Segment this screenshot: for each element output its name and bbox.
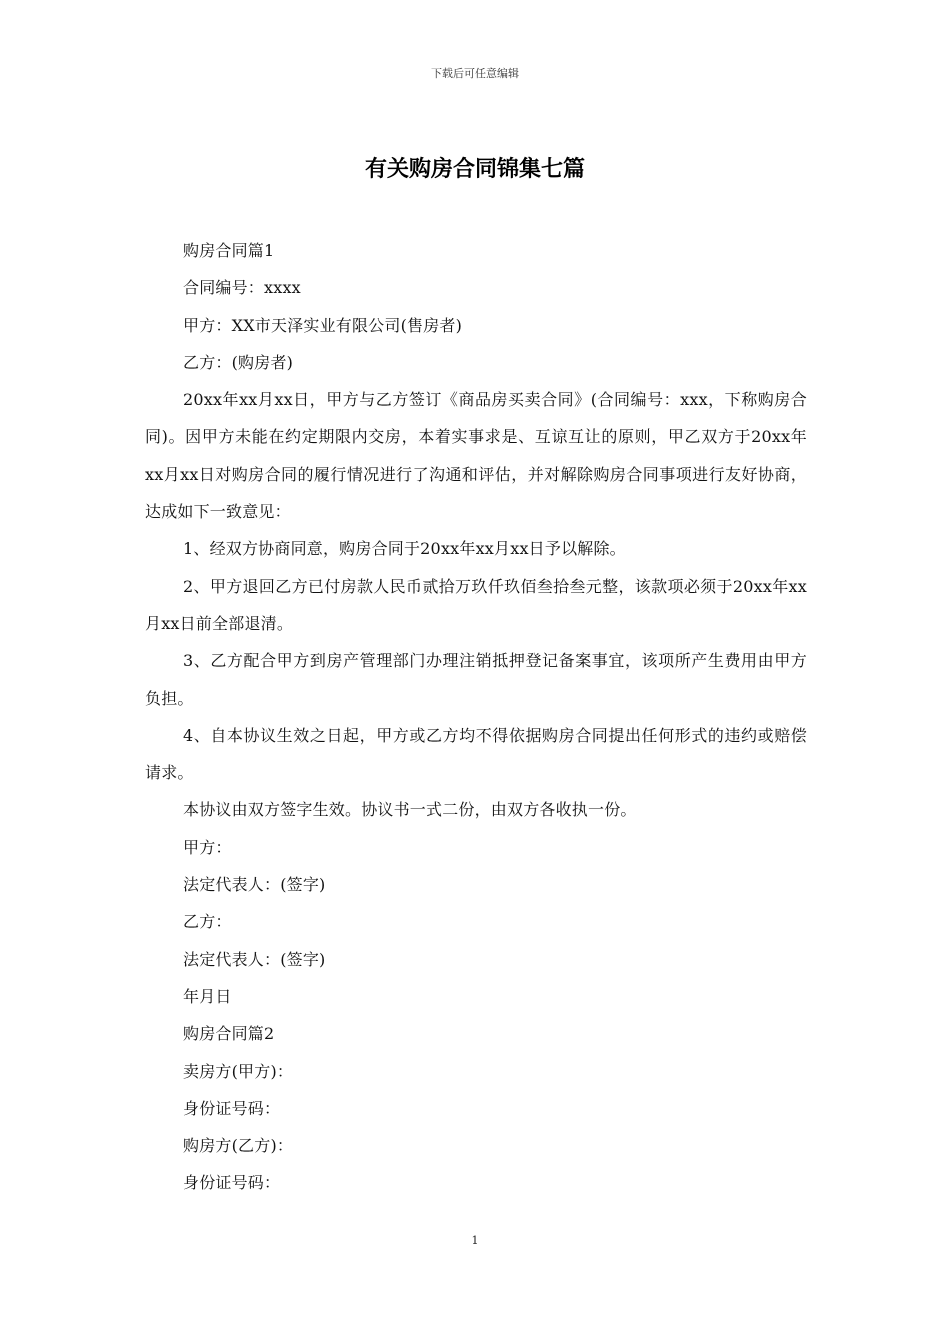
signature-rep-a: 法定代表人：(签字) <box>183 875 326 895</box>
clause-1: 1、经双方协商同意，购房合同于20xx年xx月xx日予以解除。 <box>183 539 626 559</box>
signature-party-b: 乙方： <box>183 912 232 932</box>
clause-2: 2、甲方退回乙方已付房款人民币贰拾万玖仟玖佰叁拾叁元整，该款项必须于20xx年xx月xx日前全部退清。 <box>145 576 807 633</box>
signature-party-a: 甲方： <box>183 837 232 857</box>
effect-statement: 本协议由双方签字生效。协议书一式二份，由双方各收执一份。 <box>183 800 637 820</box>
seller-line: 卖房方(甲方)： <box>183 1061 294 1081</box>
contract-number-line: 合同编号：xxxx <box>183 278 301 298</box>
clause-4: 4、自本协议生效之日起，甲方或乙方均不得依据购房合同提出任何形式的违约或赔偿请求。 <box>145 725 807 783</box>
buyer-line: 购房方(乙方)： <box>183 1136 294 1156</box>
signature-rep-b: 法定代表人：(签字) <box>183 949 326 969</box>
party-b-line: 乙方：(购房者) <box>183 352 294 372</box>
document-body <box>145 232 807 1202</box>
date-line: 年月日 <box>183 986 232 1006</box>
seller-id-line: 身份证号码： <box>183 1098 281 1118</box>
buyer-id-line: 身份证号码： <box>183 1173 281 1193</box>
section-heading-1: 购房合同篇1 <box>183 241 275 260</box>
page-number: 1 <box>471 1234 479 1247</box>
section-heading-2: 购房合同篇2 <box>183 1024 275 1044</box>
clause-3: 3、乙方配合甲方到房产管理部门办理注销抵押登记备案事宜，该项所产生费用由甲方负担。 <box>145 651 807 708</box>
header-note: 下载后可任意编辑 <box>431 67 519 80</box>
party-a-line: 甲方：XX市天泽实业有限公司(售房者) <box>183 315 463 335</box>
document-title: 有关购房合同锦集七篇 <box>364 157 585 182</box>
intro-paragraph: 20xx年xx月xx日，甲方与乙方签订《商品房买卖合同》(合同编号：xxx，下称购房合同)。因甲方未能在约定期限内交房，本着实事求是、互谅互让的原则，甲乙双方于20xx年xx月xx日对购房合同的履行情况进行了沟通和评估，并对解除购房合同事项进行友好协商，达成如下一致意见： <box>145 390 807 522</box>
